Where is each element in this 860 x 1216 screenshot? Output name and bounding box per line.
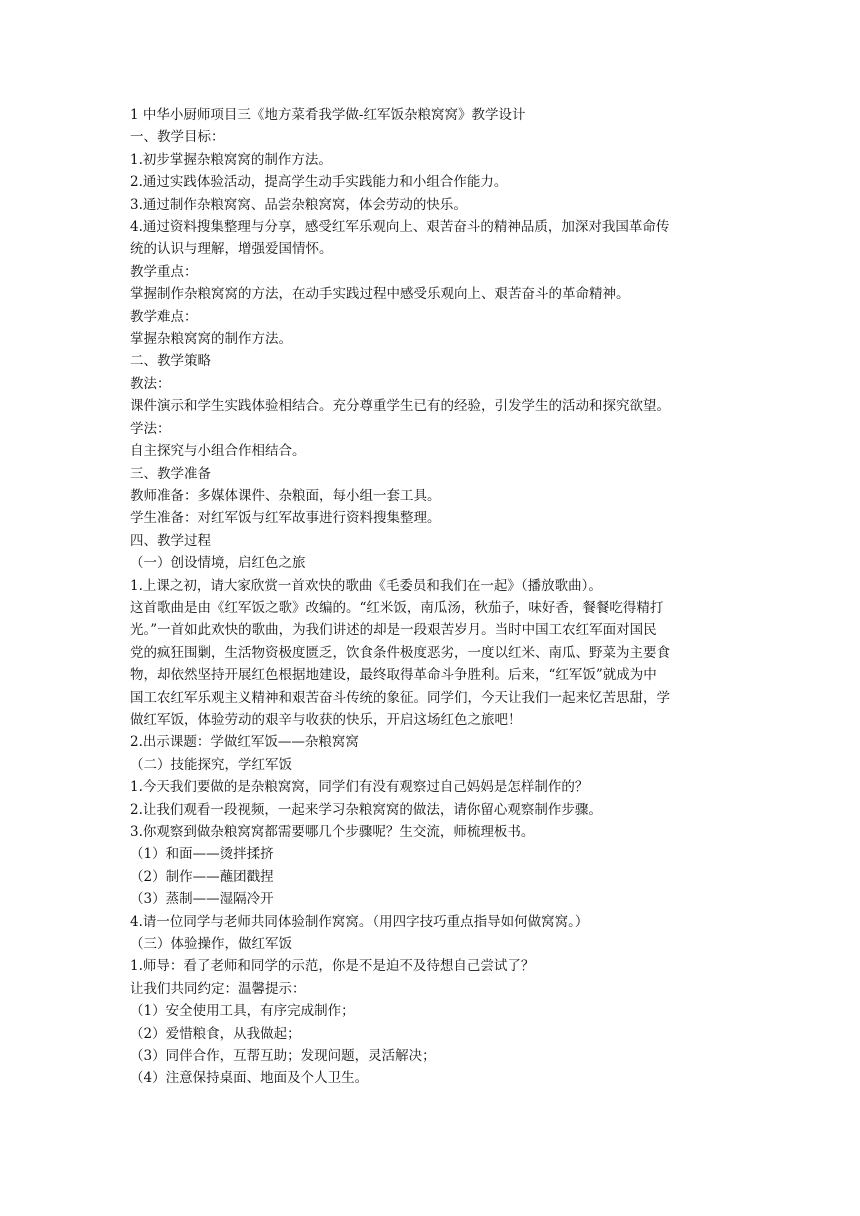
objective-item: 2.通过实践体验活动，提高学生动手实践能力和小组合作能力。	[130, 174, 508, 191]
paragraph-line: 物，却依然坚持开展红色根据地建设，最终取得革命斗争胜利。后来，“红军饭”就成为中	[130, 667, 657, 684]
difficulty-heading: 教学难点：	[130, 308, 198, 325]
subsection-heading-3: （三）体验操作，做红军饭	[130, 936, 292, 953]
process-item: 2.让我们观看一段视频，一起来学习杂粮窝窝的做法，请你留心观察制作步骤。	[130, 801, 602, 818]
key-point-text: 掌握制作杂粮窝窝的方法，在动手实践过程中感受乐观向上、艰苦奋斗的革命精神。	[130, 286, 630, 303]
learning-method-heading: 学法：	[130, 420, 171, 437]
paragraph-line: 党的疯狂围剿，生活物资极度匮乏，饮食条件极度恶劣，一度以红米、南瓜、野菜为主要食	[130, 644, 670, 661]
tip-item: （4）注意保持桌面、地面及个人卫生。	[130, 1070, 369, 1087]
document-body	[130, 104, 740, 1090]
tip-item: （1）安全使用工具，有序完成制作；	[130, 1003, 355, 1020]
paragraph-line: 光。”一首如此欢快的歌曲，为我们讲述的却是一段艰苦岁月。当时中国工农红军面对国民	[130, 622, 657, 639]
section-heading-strategy: 二、教学策略	[130, 353, 211, 370]
difficulty-text: 掌握杂粮窝窝的制作方法。	[130, 331, 292, 348]
key-point-heading: 教学重点：	[130, 263, 198, 280]
tip-item: （2）爱惜粮食，从我做起；	[130, 1025, 301, 1042]
paragraph-line: 做红军饭，体验劳动的艰辛与收获的快乐，开启这场红色之旅吧！	[130, 711, 522, 728]
paragraph-line: 国工农红军乐观主义精神和艰苦奋斗传统的象征。同学们，今天让我们一起来忆苦思甜，学	[130, 689, 670, 706]
objective-item-continued: 统的认识与理解，增强爱国情怀。	[130, 241, 333, 258]
process-item: 3.你观察到做杂粮窝窝都需要哪几个步骤呢？生交流，师梳理板书。	[130, 824, 535, 840]
section-heading-objectives: 一、教学目标：	[130, 129, 225, 146]
step-item: （2）制作——蘸团戳捏	[130, 868, 274, 885]
teaching-method-heading: 教法：	[130, 375, 171, 392]
tip-item: （3）同伴合作，互帮互助；发现问题，灵活解决；	[130, 1048, 436, 1065]
objective-item: 4.通过资料搜集整理与分享，感受红军乐观向上、艰苦奋斗的精神品质，加深对我国革命传	[130, 219, 670, 236]
step-item: （1）和面——烫拌揉挤	[130, 846, 274, 863]
objective-item: 1.初步掌握杂粮窝窝的制作方法。	[130, 151, 332, 168]
step-item: （3）蒸制——湿隔冷开	[130, 891, 274, 908]
process-item: 1.师导：看了老师和同学的示范，你是不是迫不及待想自己尝试了？	[130, 958, 535, 975]
teacher-preparation: 教师准备：多媒体课件、杂粮面，每小组一套工具。	[130, 487, 441, 504]
process-item: 1.上课之初，请大家欣赏一首欢快的歌曲《毛委员和我们在一起》（播放歌曲）。	[130, 577, 602, 594]
student-preparation: 学生准备：对红军饭与红军故事进行资料搜集整理。	[130, 510, 441, 527]
subsection-heading-2: （二）技能探究，学红军饭	[130, 756, 292, 773]
paragraph-line: 这首歌曲是由《红军饭之歌》改编的。“红米饭，南瓜汤，秋茄子，味好香，餐餐吃得精打	[130, 599, 664, 616]
teaching-method-text: 课件演示和学生实践体验相结合。充分尊重学生已有的经验，引发学生的活动和探究欲望。	[130, 398, 670, 415]
section-heading-preparation: 三、教学准备	[130, 465, 211, 482]
process-item: 4.请一位同学与老师共同体验制作窝窝。（用四字技巧重点指导如何做窝窝。）	[130, 913, 589, 930]
subsection-heading-1: （一）创设情境，启红色之旅	[130, 555, 306, 572]
objective-item: 3.通过制作杂粮窝窝、品尝杂粮窝窝，体会劳动的快乐。	[130, 196, 467, 213]
agreement-intro: 让我们共同约定：温馨提示：	[130, 980, 306, 997]
process-item: 1.今天我们要做的是杂粮窝窝，同学们有没有观察过自己妈妈是怎样制作的？	[130, 779, 589, 796]
process-item: 2.出示课题：学做红军饭——杂粮窝窝	[130, 734, 359, 751]
section-heading-process: 四、教学过程	[130, 532, 211, 549]
learning-method-text: 自主探究与小组合作相结合。	[130, 443, 306, 460]
document-title: 1 中华小厨师项目三《地方菜肴我学做-红军饭杂粮窝窝》教学设计	[130, 107, 526, 123]
